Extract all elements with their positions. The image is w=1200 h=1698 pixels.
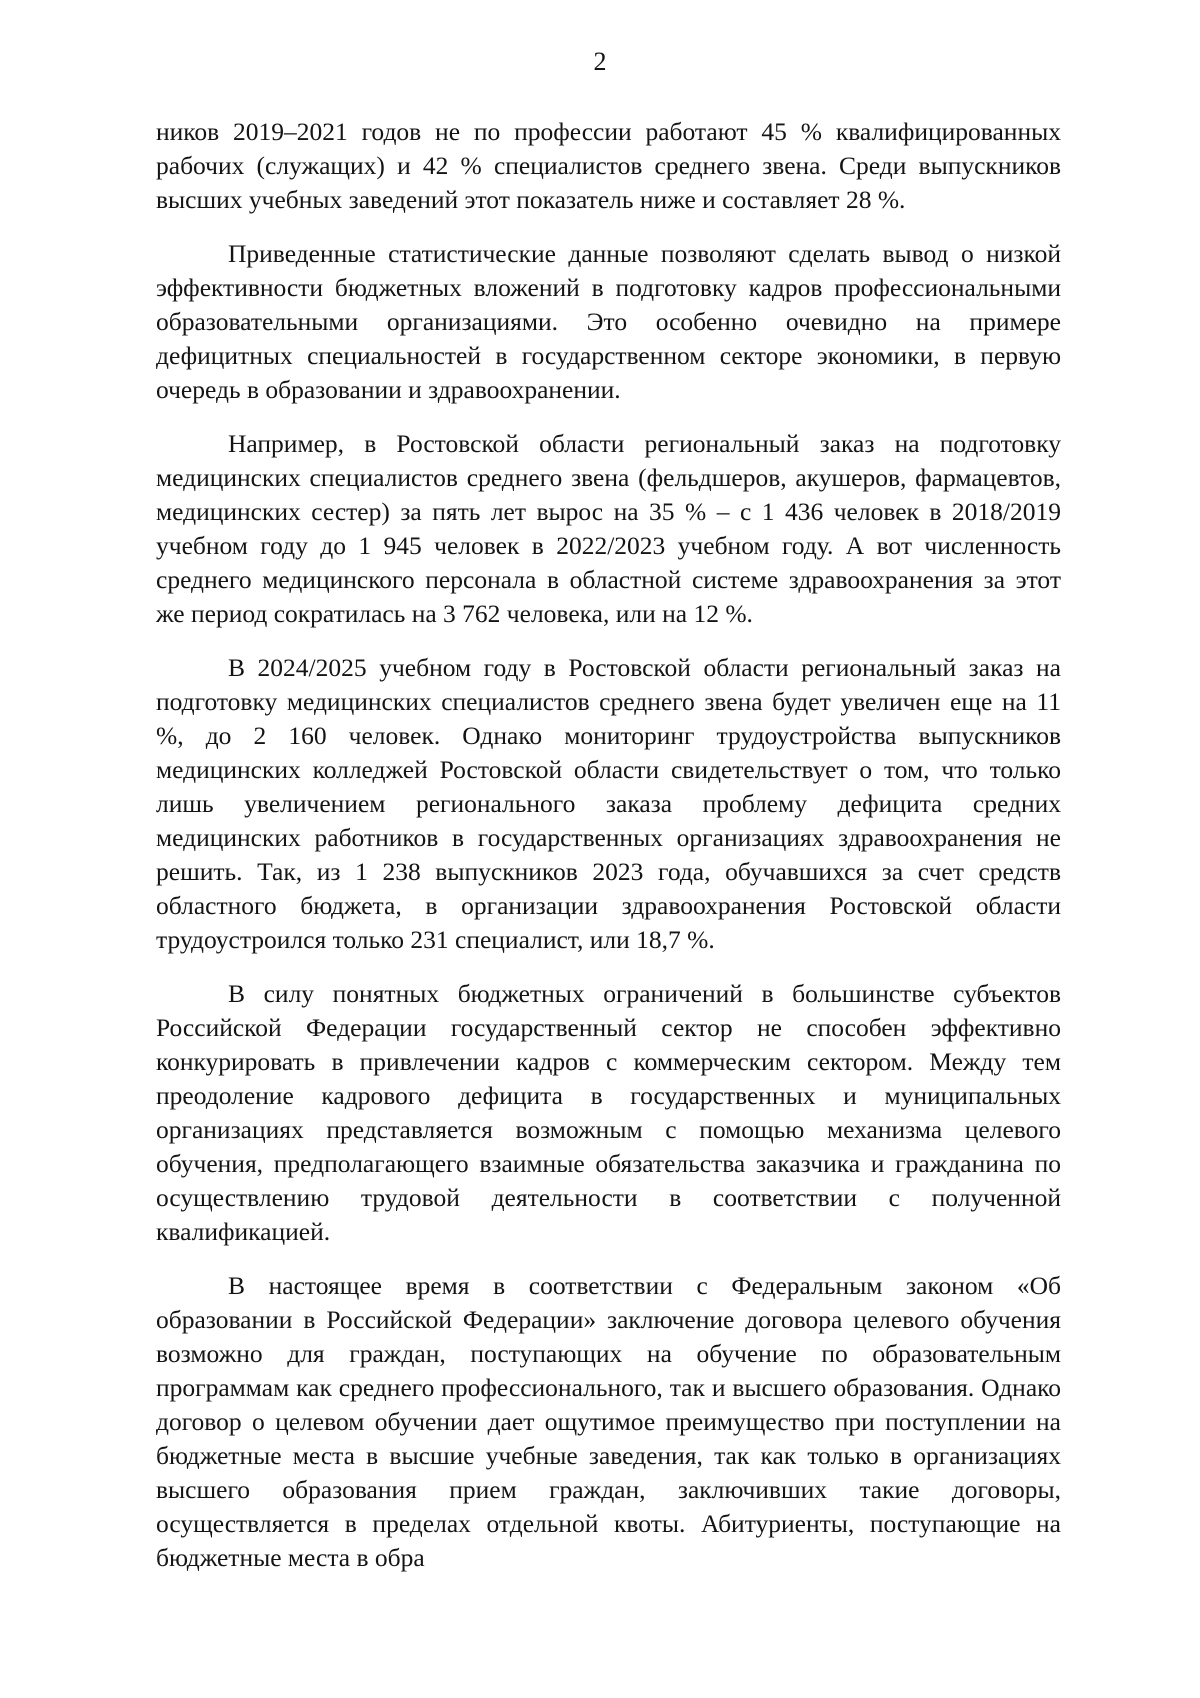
page-number: 2: [593, 47, 607, 76]
paragraph-budget-constraints: В силу понятных бюджетных ограничений в большинстве субъектов Российской Федерации государственный сектор не способен эффективно конкурировать в привлечении кадров с коммерческим сектором. Между тем преодоление кадрового дефицита в государственных и муниципальных организациях представляется возможным с помощью механизма целевого обучения, предполагающего взаимные обязательства заказчика и гражданина по осуществлению трудовой деятельности в соответствии с полученной квалификацией.: [156, 979, 1061, 1246]
paragraph-rostov-example: Например, в Ростовской области региональный заказ на подготовку медицинских специалистов среднего звена (фельдшеров, акушеров, фармацевтов, медицинских сестер) за пять лет вырос на 35 % – с 1 436 человек в 2018/2019 учебном году до 1 945 человек в 2022/2023 учебном году. А вот численность среднего медицинского персонала в областной системе здравоохранения за этот же период сократилась на 3 762 человека, или на 12 %.: [156, 429, 1061, 628]
paragraph-target-training: В настоящее время в соответствии с Федеральным законом «Об образовании в Российской Федерации» заключение договора целевого обучения возможно для граждан, поступающих на обучение по образовательным программам как среднего профессионального, так и высшего образования. Однако договор о целевом обучении дает ощутимое преимущество при поступлении на бюджетные места в высшие учебные заведения, так как только в организациях высшего образования прием граждан, заключивших такие договоры, осуществляется в пределах отдельной квоты. Абитуриенты, поступающие на бюджетные места в обра: [156, 1271, 1061, 1572]
paragraph-statistics-conclusion: Приведенные статистические данные позволяют сделать вывод о низкой эффективности бюджетных вложений в подготовку кадров профессиональными образовательными организациями. Это особенно очевидно на примере дефицитных специальностей в государственном секторе экономики, в первую очередь в образовании и здравоохранении.: [156, 239, 1061, 404]
document-body: [156, 115, 1061, 1595]
paragraph-regional-order-2024: В 2024/2025 учебном году в Ростовской области региональный заказ на подготовку медицинских специалистов среднего звена будет увеличен еще на 11 %, до 2 160 человек. Однако мониторинг трудоустройства выпускников медицинских колледжей Ростовской области свидетельствует о том, что только лишь увеличением регионального заказа проблему дефицита средних медицинских работников в государственных организациях здравоохранения не решить. Так, из 1 238 выпускников 2023 года, обучавшихся за счет средств областного бюджета, в организации здравоохранения Ростовской области трудоустроился только 231 специалист, или 18,7 %.: [156, 653, 1061, 954]
paragraph-continuation: ников 2019–2021 годов не по профессии работают 45 % квалифицированных рабочих (служащих) и 42 % специалистов среднего звена. Среди выпускников высших учебных заведений этот показатель ниже и составляет 28 %.: [156, 117, 1061, 214]
